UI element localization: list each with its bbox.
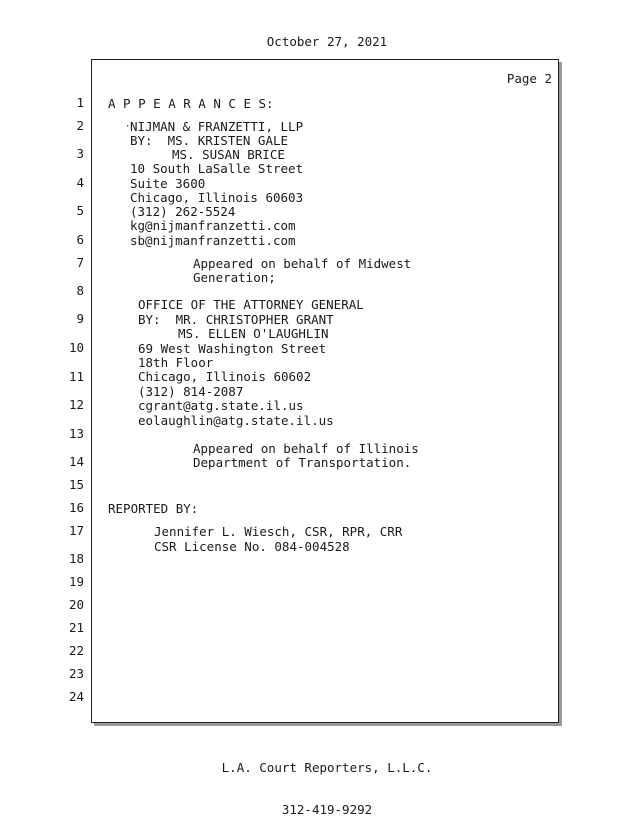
firm2-email2: eolaughlin@atg.state.il.us xyxy=(138,413,334,428)
firm1-phone: (312) 262-5524 xyxy=(130,204,236,219)
line-number: 15 xyxy=(68,477,84,492)
line-number: 21 xyxy=(68,620,84,635)
line-number: 17 xyxy=(68,523,84,538)
bullet-dot: · xyxy=(125,122,131,132)
firm2-phone: (312) 814-2087 xyxy=(138,384,244,399)
firm1-email2: sb@nijmanfranzetti.com xyxy=(130,233,296,248)
line-number: 19 xyxy=(68,574,84,589)
firm2-appeared-line1: Appeared on behalf of Illinois xyxy=(193,441,419,456)
appearances-heading: A P P E A R A N C E S: xyxy=(108,96,274,111)
line-number: 3 xyxy=(76,146,84,161)
firm1-suite: Suite 3600 xyxy=(130,176,206,191)
firm2-floor: 18th Floor xyxy=(138,355,214,370)
line-number: 12 xyxy=(68,397,84,412)
footer-company: L.A. Court Reporters, L.L.C. xyxy=(221,760,433,775)
page-number: Page 2 xyxy=(506,71,552,86)
line-number: 1 xyxy=(76,95,84,110)
reporter-license: CSR License No. 084-004528 xyxy=(154,539,350,554)
firm1-by-line: BY: MS. KRISTEN GALE xyxy=(130,133,289,148)
line-number: 14 xyxy=(68,454,84,469)
firm1-attorney2: MS. SUSAN BRICE xyxy=(172,147,285,162)
firm2-by-line: BY: MR. CHRISTOPHER GRANT xyxy=(138,312,334,327)
firm2-name: OFFICE OF THE ATTORNEY GENERAL xyxy=(138,297,364,312)
header-date: October 27, 2021 xyxy=(266,34,388,49)
line-number: 22 xyxy=(68,643,84,658)
footer-phone: 312-419-9292 xyxy=(281,802,373,817)
line-number: 11 xyxy=(68,369,84,384)
firm1-name: NIJMAN & FRANZETTI, LLP xyxy=(130,119,304,134)
firm2-appeared-line2: Department of Transportation. xyxy=(193,455,412,470)
firm1-city: Chicago, Illinois 60603 xyxy=(130,190,304,205)
firm2-street: 69 West Washington Street xyxy=(138,341,327,356)
transcript-page xyxy=(91,59,559,723)
firm2-attorney2: MS. ELLEN O'LAUGHLIN xyxy=(178,326,329,341)
firm1-street: 10 South LaSalle Street xyxy=(130,161,304,176)
line-number: 7 xyxy=(76,255,84,270)
reported-by-label: REPORTED BY: xyxy=(108,501,199,516)
line-number: 24 xyxy=(68,689,84,704)
line-number: 9 xyxy=(76,311,84,326)
line-number: 16 xyxy=(68,500,84,515)
line-number: 5 xyxy=(76,203,84,218)
line-number: 18 xyxy=(68,551,84,566)
line-number: 2 xyxy=(76,118,84,133)
line-number: 6 xyxy=(76,232,84,247)
line-number: 20 xyxy=(68,597,84,612)
firm1-appeared-line1: Appeared on behalf of Midwest xyxy=(193,256,412,271)
firm1-appeared-line2: Generation; xyxy=(193,270,276,285)
firm1-email1: kg@nijmanfranzetti.com xyxy=(130,218,296,233)
line-number: 10 xyxy=(68,340,84,355)
firm2-city: Chicago, Illinois 60602 xyxy=(138,369,312,384)
footer xyxy=(0,733,618,831)
line-number: 8 xyxy=(76,283,84,298)
line-number: 4 xyxy=(76,175,84,190)
firm2-email1: cgrant@atg.state.il.us xyxy=(138,398,304,413)
reporter-name: Jennifer L. Wiesch, CSR, RPR, CRR xyxy=(154,524,403,539)
line-number: 23 xyxy=(68,666,84,681)
line-number: 13 xyxy=(68,426,84,441)
